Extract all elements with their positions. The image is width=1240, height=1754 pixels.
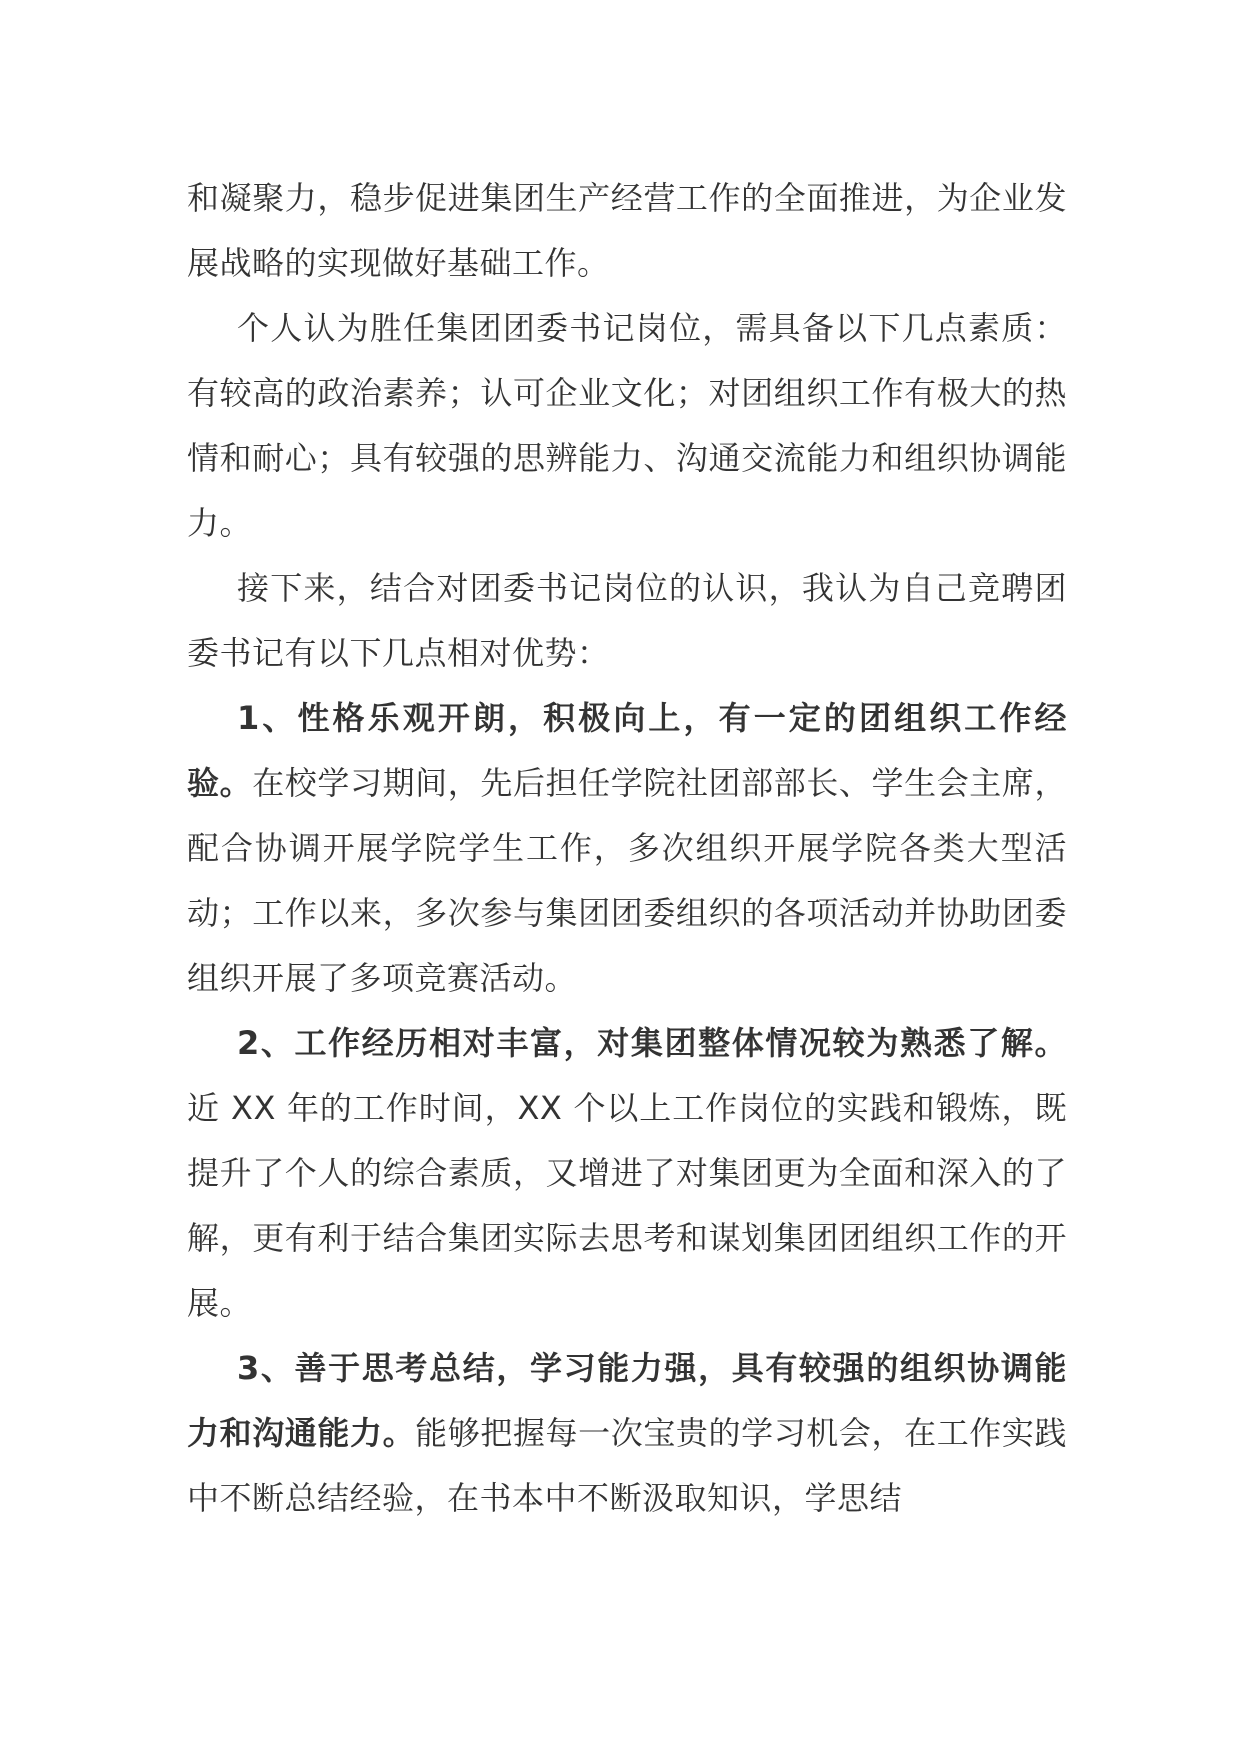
- paragraph-1: [187, 166, 1067, 296]
- paragraph-6-text: 能够把握每一次宝贵的学习机会，在工作实践中不断总结经验，在书本中不断汲取知识，学思结: [187, 1414, 1067, 1517]
- paragraph-6: [187, 1336, 1067, 1531]
- document-body: [187, 166, 1067, 1531]
- paragraph-5: [187, 1011, 1067, 1336]
- paragraph-4-heading: 1、性格乐观开朗，积极向上，有一定的团组织工作经验。: [187, 699, 1067, 802]
- paragraph-4: [187, 686, 1067, 1011]
- paragraph-2-text: 个人认为胜任集团团委书记岗位，需具备以下几点素质：有较高的政治素养；认可企业文化；对团组织工作有极大的热情和耐心；具有较强的思辨能力、沟通交流能力和组织协调能力。: [187, 309, 1067, 542]
- paragraph-1-text: 和凝聚力，稳步促进集团生产经营工作的全面推进，为企业发展战略的实现做好基础工作。: [187, 179, 1067, 282]
- paragraph-2: [187, 296, 1067, 556]
- paragraph-3: [187, 556, 1067, 686]
- paragraph-6-heading: 3、善于思考总结，学习能力强，具有较强的组织协调能力和沟通能力。: [187, 1349, 1067, 1452]
- paragraph-4-text: 在校学习期间，先后担任学院社团部部长、学生会主席，配合协调开展学院学生工作，多次组织开展学院各类大型活动；工作以来，多次参与集团团委组织的各项活动并协助团委组织开展了多项竞赛活动。: [187, 764, 1067, 997]
- paragraph-3-text: 接下来，结合对团委书记岗位的认识，我认为自己竞聘团委书记有以下几点相对优势：: [187, 569, 1067, 672]
- paragraph-5-heading: 2、工作经历相对丰富，对集团整体情况较为熟悉了解。: [237, 1024, 1067, 1062]
- paragraph-5-text: 近 XX 年的工作时间，XX 个以上工作岗位的实践和锻炼，既提升了个人的综合素质，又增进了对集团更为全面和深入的了解，更有利于结合集团实际去思考和谋划集团团组织工作的开展。: [187, 1089, 1067, 1322]
